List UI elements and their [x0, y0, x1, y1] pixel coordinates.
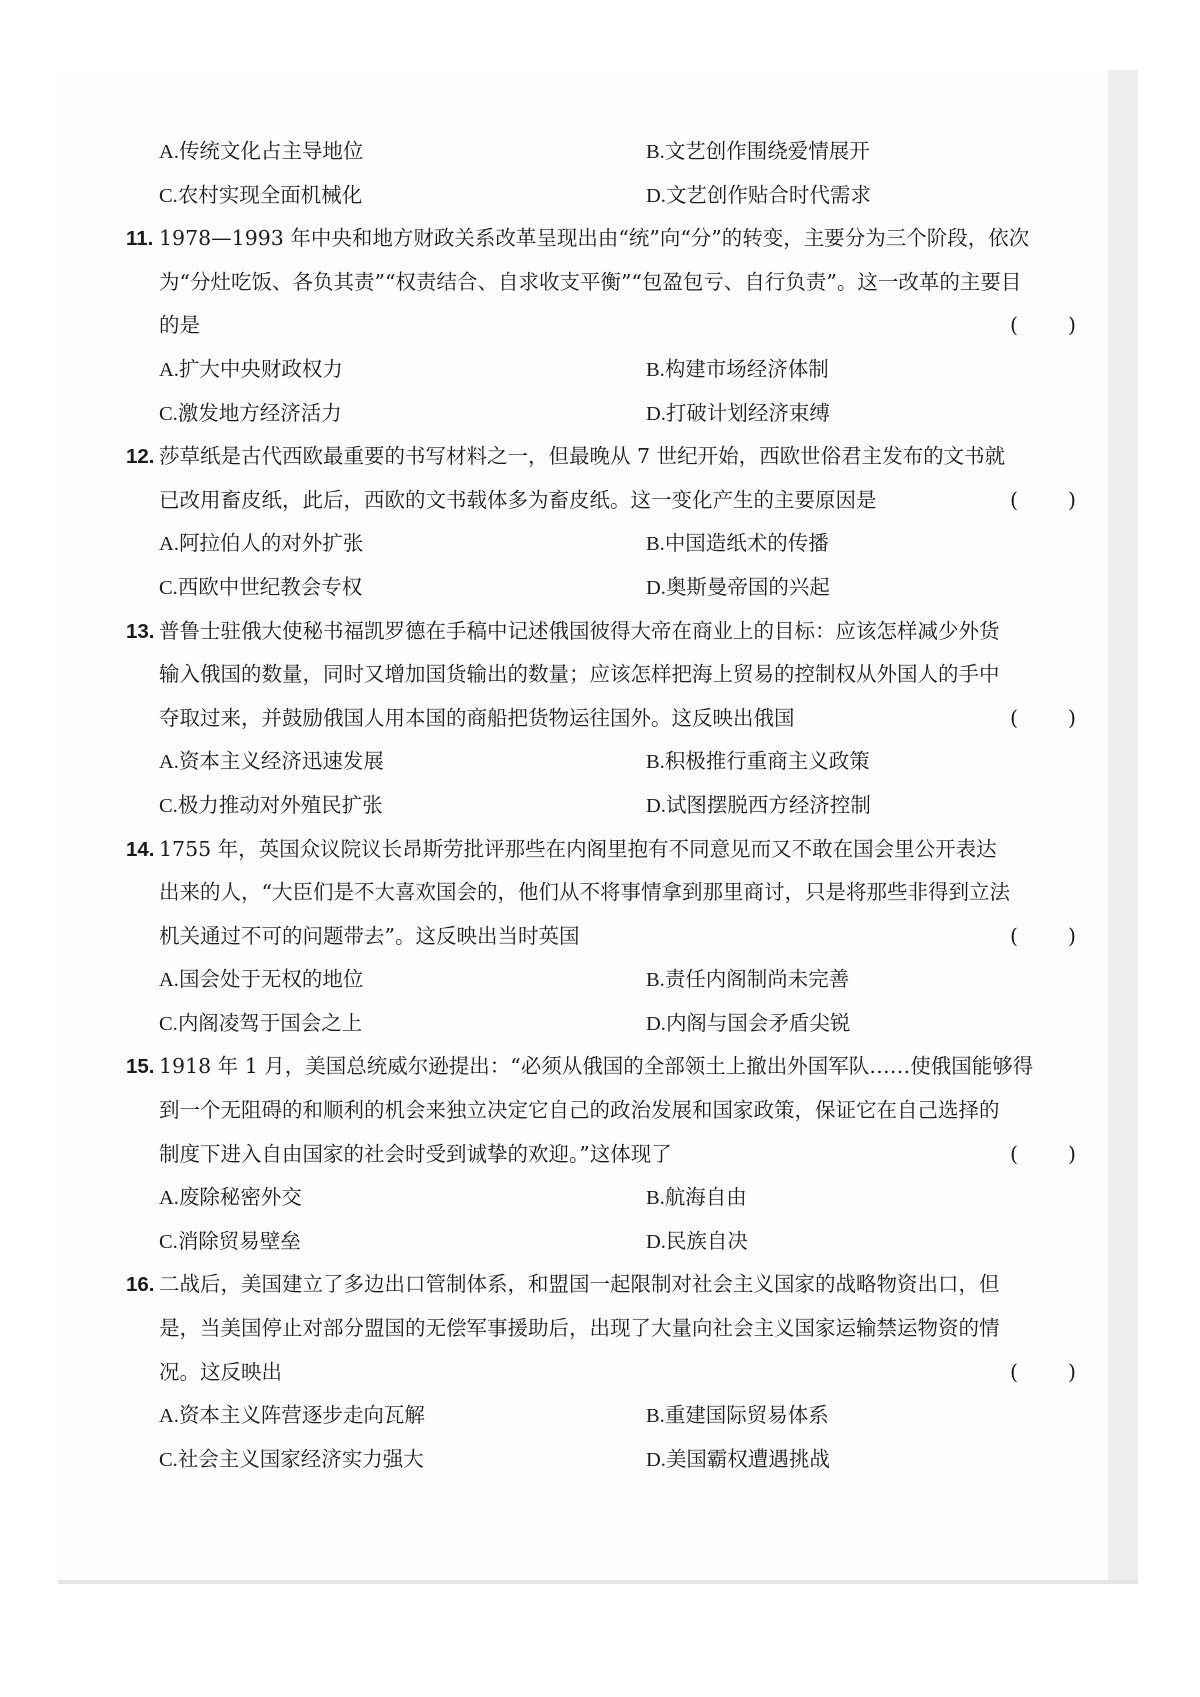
option-letter: A. [159, 533, 179, 556]
question-15 [126, 1045, 1076, 1089]
option-c [159, 392, 342, 437]
option-text: 打破计划经济束缚 [665, 400, 830, 425]
option-letter: B. [646, 1405, 665, 1428]
answer-blank [1010, 1133, 1076, 1177]
option-letter: C. [159, 1230, 178, 1253]
option-letter: B. [646, 1187, 665, 1210]
option-letter: A. [159, 358, 179, 381]
answer-paren-open: ( [1010, 705, 1018, 730]
option-text: 社会主义国家经济实力强大 [177, 1446, 424, 1471]
option-text: 试图摆脱西方经济控制 [665, 792, 871, 817]
option-letter: C. [159, 794, 178, 817]
answer-paren-close: ) [1068, 1141, 1076, 1166]
option-text: 扩大中央财政权力 [178, 356, 343, 381]
question-number: 11. [126, 227, 154, 251]
option-text: 国会处于无权的地位 [178, 967, 364, 992]
question-stem: 的是 [159, 313, 200, 338]
option-b [646, 958, 849, 1003]
option-row [126, 784, 1076, 828]
question-stem-line [126, 304, 1076, 348]
answer-paren-open: ( [1010, 1359, 1018, 1384]
option-b [646, 522, 829, 567]
question-stem-line [126, 697, 1076, 741]
option-d [646, 174, 871, 219]
option-text: 内阁凌驾于国会之上 [177, 1010, 363, 1035]
question-stem-line [126, 653, 1076, 697]
option-letter: C. [159, 1012, 178, 1035]
option-text: 阿拉伯人的对外扩张 [178, 531, 364, 556]
answer-paren-open: ( [1010, 923, 1018, 948]
question-stem: 况。这反映出 [159, 1359, 282, 1384]
answer-blank [1010, 697, 1076, 741]
option-a [159, 1394, 425, 1439]
page-bottom-edge [58, 1580, 1138, 1584]
question-number: 14. [126, 837, 155, 861]
question-stem-line [126, 915, 1076, 959]
option-row [126, 130, 1076, 174]
option-b [646, 130, 870, 175]
option-row [126, 1394, 1076, 1438]
option-letter: B. [646, 969, 665, 992]
option-a [159, 348, 343, 393]
option-row [126, 1438, 1076, 1482]
question-stem: 已改用畜皮纸，此后，西欧的文书载体多为畜皮纸。这一变化产生的主要原因是 [159, 487, 877, 512]
option-letter: C. [159, 1448, 178, 1471]
option-d [646, 1220, 748, 1265]
page-edge-shadow [1108, 70, 1138, 1580]
answer-paren-close: ) [1068, 487, 1076, 512]
question-stem: 是，当美国停止对部分盟国的无偿军事援助后，出现了大量向社会主义国家运输禁运物资的情 [159, 1316, 1000, 1341]
option-row [126, 1176, 1076, 1220]
question-stem-line [126, 1133, 1076, 1177]
option-c [159, 1220, 301, 1265]
answer-paren-open: ( [1010, 1141, 1018, 1166]
question-stem: 莎草纸是古代西欧最重要的书写材料之一，但最晚从 7 世纪开始，西欧世俗君主发布的文书就 [159, 444, 1006, 469]
option-text: 消除贸易壁垒 [177, 1228, 301, 1253]
option-text: 激发地方经济活力 [177, 400, 342, 425]
option-text: 文艺创作贴合时代需求 [665, 182, 871, 207]
answer-paren-close: ) [1068, 313, 1076, 338]
option-row [126, 740, 1076, 784]
question-stem: 为“分灶吃饭、各负其责”“权责结合、自求收支平衡”“包盈包亏、自行负责”。这一改革的主要目 [159, 269, 1022, 294]
option-text: 资本主义经济迅速发展 [178, 749, 384, 774]
option-letter: B. [646, 533, 665, 556]
option-row [126, 566, 1076, 610]
option-letter: A. [159, 1187, 179, 1210]
option-letter: C. [159, 402, 178, 425]
option-a [159, 740, 384, 785]
option-row [126, 392, 1076, 436]
question-number: 15. [126, 1055, 155, 1079]
option-text: 西欧中世纪教会专权 [177, 574, 363, 599]
option-text: 积极推行重商主义政策 [664, 749, 870, 774]
answer-paren-close: ) [1068, 923, 1076, 948]
option-a [159, 522, 363, 567]
question-stem-line [126, 1351, 1076, 1395]
question-stem-line [126, 261, 1076, 305]
option-text: 奥斯曼帝国的兴起 [665, 574, 830, 599]
option-letter: D. [646, 402, 666, 425]
answer-blank [1010, 304, 1076, 348]
option-text: 中国造纸术的传播 [664, 531, 829, 556]
option-row [126, 958, 1076, 1002]
question-number: 12. [126, 445, 155, 469]
answer-paren-open: ( [1010, 487, 1018, 512]
question-stem-line [126, 1307, 1076, 1351]
option-c [159, 174, 362, 219]
option-d [646, 784, 871, 829]
option-d [646, 1002, 850, 1047]
option-letter: D. [646, 576, 666, 599]
answer-paren-open: ( [1010, 313, 1018, 338]
option-a [159, 130, 363, 175]
option-text: 文艺创作围绕爱情展开 [664, 139, 870, 163]
question-stem: 夺取过来，并鼓励俄国人用本国的商船把货物运往国外。这反映出俄国 [159, 705, 795, 730]
option-d [646, 392, 830, 437]
option-letter: B. [646, 751, 665, 774]
answer-blank [1010, 915, 1076, 959]
question-number: 13. [126, 619, 155, 643]
option-text: 美国霸权遭遇挑战 [665, 1446, 830, 1471]
question-stem: 机关通过不可的问题带去”。这反映出当时英国 [159, 923, 580, 948]
option-letter: B. [646, 141, 665, 163]
option-text: 废除秘密外交 [178, 1185, 302, 1210]
question-number: 16. [126, 1273, 155, 1297]
question-stem: 出来的人，“大臣们是不大喜欢国会的，他们从不将事情拿到那里商讨，只是将那些非得到立法 [159, 880, 1010, 905]
option-a [159, 958, 363, 1003]
option-b [646, 740, 870, 785]
question-12 [126, 435, 1076, 479]
question-list [126, 130, 1076, 1481]
option-row [126, 1220, 1076, 1264]
option-c [159, 1002, 362, 1047]
option-b [646, 1176, 747, 1221]
option-letter: D. [646, 1448, 666, 1471]
option-text: 内阁与国会矛盾尖锐 [665, 1010, 851, 1035]
question-11 [126, 217, 1076, 261]
option-a [159, 1176, 302, 1221]
question-14 [126, 828, 1076, 872]
question-16 [126, 1263, 1076, 1307]
option-c [159, 566, 362, 611]
answer-blank [1010, 1351, 1076, 1395]
answer-paren-close: ) [1068, 705, 1076, 730]
option-c [159, 1438, 424, 1483]
option-text: 构建市场经济体制 [664, 356, 829, 381]
option-letter: D. [646, 1012, 666, 1035]
option-row [126, 348, 1076, 392]
option-text: 传统文化占主导地位 [178, 139, 364, 163]
option-letter: A. [159, 969, 179, 992]
question-stem: 1918 年 1 月，美国总统威尔逊提出：“必须从俄国的全部领土上撤出外国军队……使俄国能够得 [159, 1054, 1034, 1079]
option-d [646, 1438, 830, 1483]
question-13 [126, 610, 1076, 654]
answer-blank [1010, 479, 1076, 523]
question-stem-line [126, 479, 1076, 523]
question-stem: 普鲁士驻俄大使秘书福凯罗德在手稿中记述俄国彼得大帝在商业上的目标：应该怎样减少外货 [159, 618, 1000, 643]
option-letter: B. [646, 358, 665, 381]
option-row [126, 522, 1076, 566]
option-letter: A. [159, 1405, 179, 1428]
option-text: 资本主义阵营逐步走向瓦解 [178, 1403, 425, 1428]
question-stem: 输入俄国的数量，同时又增加国货输出的数量；应该怎样把海上贸易的控制权从外国人的手中 [159, 662, 1000, 687]
answer-paren-close: ) [1068, 1359, 1076, 1384]
question-stem: 到一个无阻碍的和顺利的机会来独立决定它自己的政治发展和国家政策，保证它在自己选择的 [159, 1098, 1000, 1123]
option-row [126, 174, 1076, 218]
option-text: 极力推动对外殖民扩张 [177, 792, 383, 817]
option-c [159, 784, 383, 829]
question-stem: 1755 年，英国众议院议长昂斯劳批评那些在内阁里抱有不同意见而又不敢在国会里公开表达 [159, 836, 997, 861]
question-stem-line [126, 1089, 1076, 1133]
option-letter: C. [159, 184, 178, 207]
option-b [646, 348, 829, 393]
option-letter: A. [159, 751, 179, 774]
option-letter: D. [646, 794, 666, 817]
question-stem: 二战后，美国建立了多边出口管制体系，和盟国一起限制对社会主义国家的战略物资出口，但 [159, 1272, 1000, 1297]
option-letter: A. [159, 141, 179, 163]
option-letter: D. [646, 1230, 666, 1253]
option-letter: D. [646, 184, 666, 207]
question-stem-line [126, 871, 1076, 915]
option-letter: C. [159, 576, 178, 599]
option-text: 责任内阁制尚未完善 [664, 967, 850, 992]
option-text: 民族自决 [665, 1228, 748, 1253]
question-stem: 1978—1993 年中央和地方财政关系改革呈现出由“统”向“分”的转变，主要分为三个阶段，依次 [159, 226, 1030, 251]
option-text: 航海自由 [664, 1185, 747, 1210]
question-stem: 制度下进入自由国家的社会时受到诚挚的欢迎。”这体现了 [159, 1141, 672, 1166]
option-text: 重建国际贸易体系 [664, 1403, 829, 1428]
option-d [646, 566, 830, 611]
option-b [646, 1394, 829, 1439]
option-text: 农村实现全面机械化 [177, 182, 363, 207]
option-row [126, 1002, 1076, 1046]
